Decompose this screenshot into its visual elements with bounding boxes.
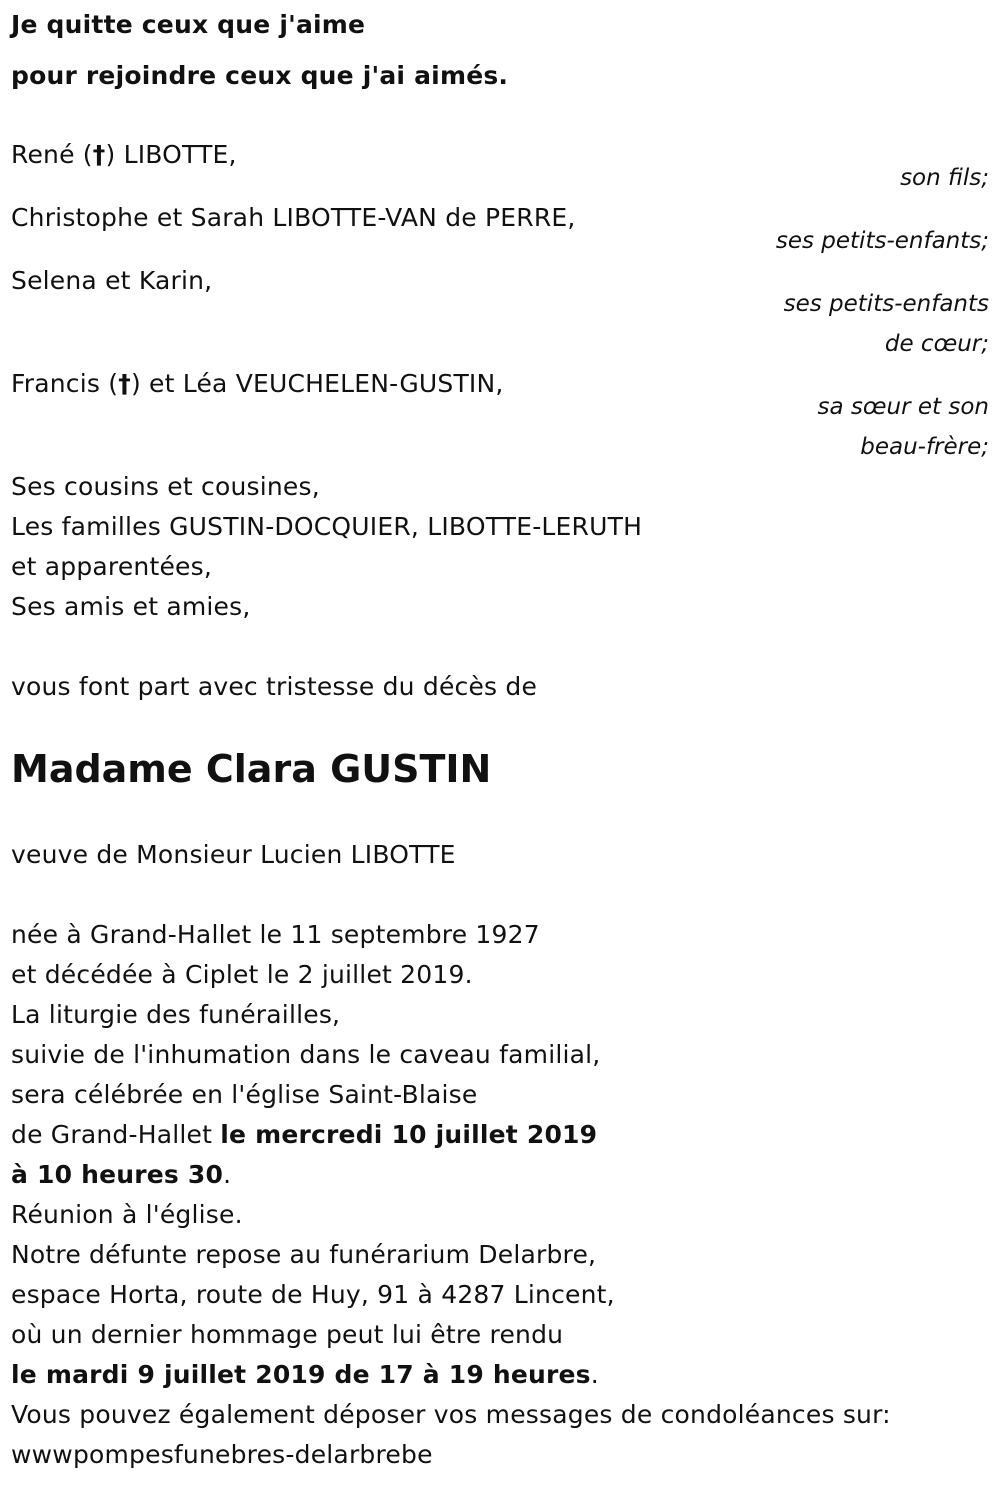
details-line-3: sera célébrée en l'église Saint-Blaise [11,1080,478,1109]
details-line-6: Réunion à l'église. [11,1200,243,1229]
funeral-time-line: à 10 heures 30. [11,1160,232,1189]
details-line-7: Notre défunte repose au funérarium Delarbre, [11,1240,597,1269]
relation-son: son fils; [900,165,989,191]
relation-heart-grandchildren-2: de cœur; [884,331,989,357]
death-line: et décédée à Ciplet le 2 juillet 2019. [11,960,473,989]
family-member-grandchildren: Christophe et Sarah LIBOTTE-VAN de PERRE, [11,203,576,232]
others-line-1: Ses cousins et cousines, [11,472,320,501]
others-line-3: et apparentées, [11,552,212,581]
epigraph-line-1: Je quitte ceux que j'aime [11,10,366,39]
relation-grandchildren: ses petits-enfants; [775,228,989,254]
family-member-sister: Francis (†) et Léa VEUCHELEN-GUSTIN, [11,369,504,398]
details-line-9: où un dernier hommage peut lui être rendu [11,1320,564,1349]
condolences-line: Vous pouvez également déposer vos messages de condoléances sur: [11,1400,891,1429]
spouse-line: veuve de Monsieur Lucien LIBOTTE [11,840,456,869]
family-member-heart-grandchildren: Selena et Karin, [11,266,213,295]
details-line-2: suivie de l'inhumation dans le caveau familial, [11,1040,601,1069]
deceased-name: Madame Clara GUSTIN [11,747,492,791]
relation-heart-grandchildren-1: ses petits-enfants [783,291,989,317]
announcement: vous font part avec tristesse du décès de [11,672,538,701]
website-link[interactable]: wwwpompesfunebres-delarbrebe [11,1440,433,1469]
cross-icon: † [118,369,131,398]
relation-sister-2: beau-frère; [860,434,989,460]
visitation-line: le mardi 9 juillet 2019 de 17 à 19 heures. [11,1360,599,1389]
epigraph-line-2: pour rejoindre ceux que j'ai aimés. [11,61,509,90]
cross-icon: † [92,140,106,169]
birth-line: née à Grand-Hallet le 11 septembre 1927 [11,920,540,949]
others-line-4: Ses amis et amies, [11,592,251,621]
details-line-8: espace Horta, route de Huy, 91 à 4287 Lincent, [11,1280,615,1309]
funeral-date-line: de Grand-Hallet le mercredi 10 juillet 2019 [11,1120,598,1149]
others-line-2: Les familles GUSTIN-DOCQUIER, LIBOTTE-LERUTH [11,512,643,541]
family-member-son: René (†) LIBOTTE, [11,140,237,169]
details-line-1: La liturgie des funérailles, [11,1000,341,1029]
relation-sister-1: sa sœur et son [817,394,989,420]
